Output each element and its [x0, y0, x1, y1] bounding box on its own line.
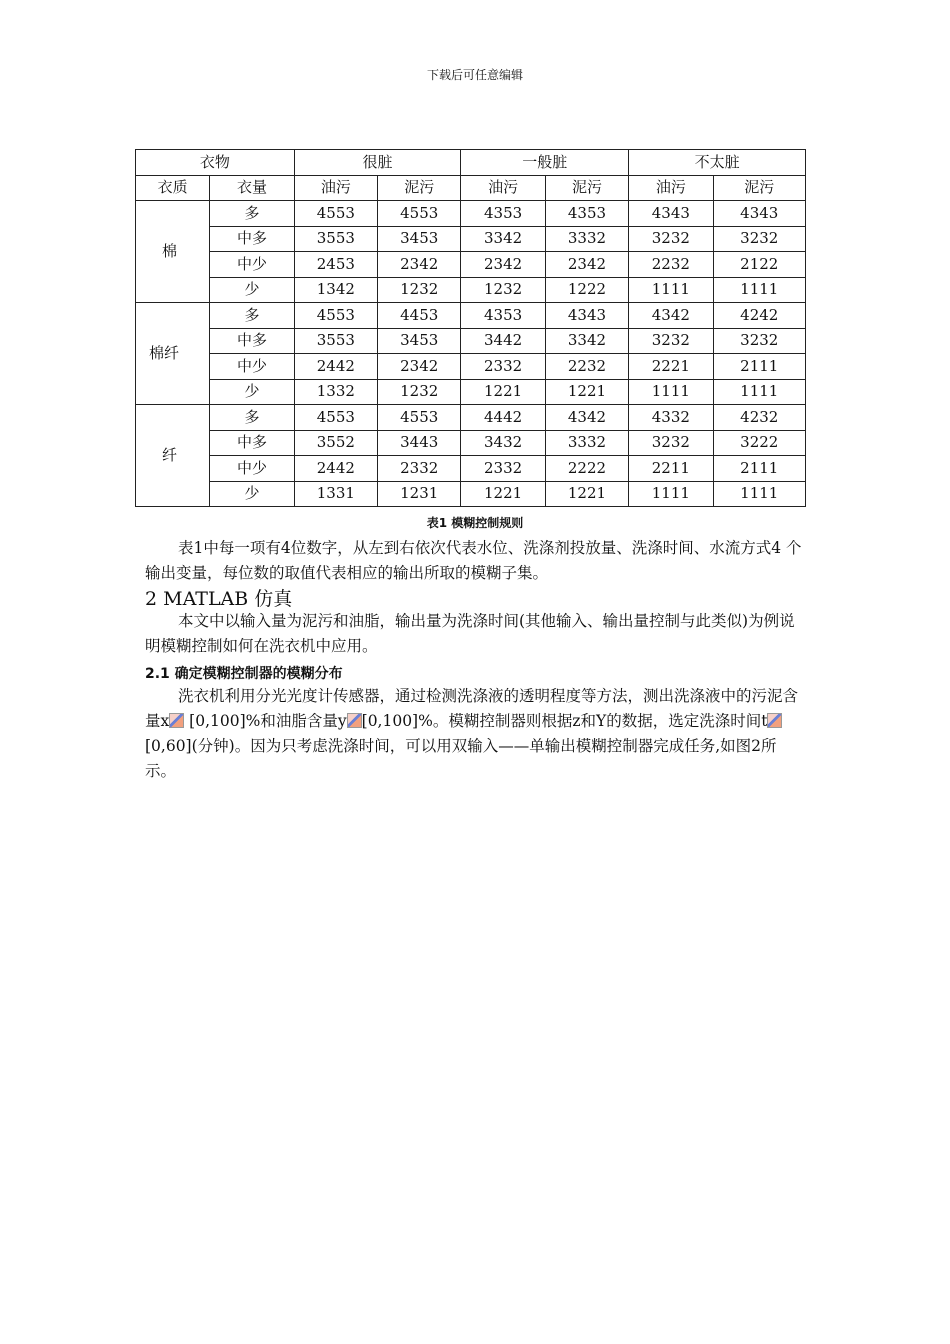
- material-cell: 纤: [136, 405, 210, 507]
- value-cell: 1222: [545, 277, 628, 303]
- value-cell: 1221: [545, 481, 628, 507]
- value-cell: 4343: [713, 201, 805, 227]
- value-cell: 2342: [545, 252, 628, 278]
- value-cell: 4553: [294, 201, 377, 227]
- value-cell: 1111: [713, 481, 805, 507]
- value-cell: 2442: [294, 354, 377, 380]
- value-cell: 4553: [294, 303, 377, 329]
- value-cell: 2222: [545, 456, 628, 482]
- page-header: 下载后可任意编辑: [426, 68, 523, 82]
- subheader-cell: 衣量: [210, 175, 294, 201]
- value-cell: 1331: [294, 481, 377, 507]
- value-cell: 3232: [713, 226, 805, 252]
- subheader-cell: 泥污: [545, 175, 628, 201]
- value-cell: 4553: [378, 405, 461, 431]
- value-cell: 2342: [461, 252, 545, 278]
- paragraph-2: [145, 609, 805, 659]
- value-cell: 1111: [629, 277, 713, 303]
- section-heading-2: 2 MATLAB 仿真: [145, 588, 293, 610]
- table-row: [136, 277, 806, 303]
- p3-part-2: [0,100]%和油脂含量y: [184, 712, 347, 730]
- subheader-cell: 衣质: [136, 175, 210, 201]
- value-cell: 1232: [378, 379, 461, 405]
- table-row: [136, 201, 806, 227]
- value-cell: 4442: [461, 405, 545, 431]
- subheader-cell: 泥污: [713, 175, 805, 201]
- value-cell: 1342: [294, 277, 377, 303]
- value-cell: 4242: [713, 303, 805, 329]
- value-cell: 1232: [378, 277, 461, 303]
- value-cell: 2232: [629, 252, 713, 278]
- value-cell: 1332: [294, 379, 377, 405]
- value-cell: 4332: [629, 405, 713, 431]
- paragraph-3-text: [145, 684, 805, 784]
- value-cell: 2442: [294, 456, 377, 482]
- value-cell: 3232: [713, 328, 805, 354]
- value-cell: 2232: [545, 354, 628, 380]
- value-cell: 2332: [461, 354, 545, 380]
- value-cell: 1231: [378, 481, 461, 507]
- subsection-heading-2-1: 2.1 确定模糊控制器的模糊分布: [145, 666, 343, 682]
- value-cell: 4353: [545, 201, 628, 227]
- value-cell: 2332: [378, 456, 461, 482]
- value-cell: 3443: [378, 430, 461, 456]
- value-cell: 2342: [378, 252, 461, 278]
- paragraph-1-text: 表1中每一项有4位数字，从左到右依次代表水位、洗涤剂投放量、洗涤时间、水流方式4 个输出变量，每位数的取值代表相应的输出所取的模糊子集。: [145, 539, 802, 582]
- table-row: [136, 481, 806, 507]
- value-cell: 1111: [629, 379, 713, 405]
- paragraph-3: [145, 684, 805, 784]
- table-row: [136, 226, 806, 252]
- value-cell: 2211: [629, 456, 713, 482]
- value-cell: 3232: [629, 430, 713, 456]
- element-of-symbol-icon: [169, 713, 184, 728]
- value-cell: 2221: [629, 354, 713, 380]
- table-row: [136, 354, 806, 380]
- value-cell: 3553: [294, 328, 377, 354]
- table-row: [136, 405, 806, 431]
- value-cell: 1221: [461, 379, 545, 405]
- value-cell: 4343: [629, 201, 713, 227]
- fuzzy-rule-table: [135, 149, 806, 507]
- table-row: [136, 328, 806, 354]
- header-clothes: 衣物: [136, 150, 295, 176]
- value-cell: 1221: [461, 481, 545, 507]
- header-slightly-dirty: 不太脏: [629, 150, 806, 176]
- value-cell: 2332: [461, 456, 545, 482]
- amount-cell: 中少: [210, 252, 294, 278]
- value-cell: 4342: [629, 303, 713, 329]
- value-cell: 3222: [713, 430, 805, 456]
- table-row: [136, 303, 806, 329]
- subheader-cell: 油污: [294, 175, 377, 201]
- table-caption: 表1 模糊控制规则: [426, 516, 524, 530]
- material-cell: 棉纤: [136, 303, 210, 405]
- value-cell: 3453: [378, 226, 461, 252]
- value-cell: 4553: [378, 201, 461, 227]
- value-cell: 1111: [713, 379, 805, 405]
- paragraph-1: [145, 536, 805, 586]
- table-subheader-row: [136, 175, 806, 201]
- value-cell: 2342: [378, 354, 461, 380]
- amount-cell: 中多: [210, 226, 294, 252]
- header-very-dirty: 很脏: [294, 150, 461, 176]
- amount-cell: 多: [210, 405, 294, 431]
- value-cell: 1221: [545, 379, 628, 405]
- amount-cell: 中多: [210, 430, 294, 456]
- element-of-symbol-icon: [347, 713, 362, 728]
- value-cell: 3332: [545, 430, 628, 456]
- header-moderately-dirty: 一般脏: [461, 150, 629, 176]
- amount-cell: 少: [210, 277, 294, 303]
- paragraph-2-text: 本文中以输入量为泥污和油脂，输出量为洗涤时间(其他输入、输出量控制与此类似)为例说明模糊控制如何在洗衣机中应用。: [145, 612, 795, 655]
- table-row: [136, 252, 806, 278]
- value-cell: 3552: [294, 430, 377, 456]
- value-cell: 2122: [713, 252, 805, 278]
- amount-cell: 中多: [210, 328, 294, 354]
- subheader-cell: 油污: [461, 175, 545, 201]
- value-cell: 3432: [461, 430, 545, 456]
- value-cell: 4232: [713, 405, 805, 431]
- value-cell: 2453: [294, 252, 377, 278]
- value-cell: 4453: [378, 303, 461, 329]
- value-cell: 2111: [713, 456, 805, 482]
- value-cell: 4353: [461, 303, 545, 329]
- value-cell: 1111: [629, 481, 713, 507]
- table-row: [136, 430, 806, 456]
- value-cell: 4342: [545, 405, 628, 431]
- amount-cell: 少: [210, 379, 294, 405]
- amount-cell: 多: [210, 303, 294, 329]
- value-cell: 3232: [629, 328, 713, 354]
- amount-cell: 中少: [210, 354, 294, 380]
- value-cell: 4353: [461, 201, 545, 227]
- value-cell: 3342: [545, 328, 628, 354]
- subheader-cell: 油污: [629, 175, 713, 201]
- value-cell: 3553: [294, 226, 377, 252]
- p3-part-3: [0,100]%。模糊控制器则根据z和Y的数据，选定洗涤时间t: [361, 712, 768, 730]
- value-cell: 1111: [713, 277, 805, 303]
- value-cell: 3453: [378, 328, 461, 354]
- value-cell: 3442: [461, 328, 545, 354]
- table-row: [136, 379, 806, 405]
- value-cell: 1232: [461, 277, 545, 303]
- amount-cell: 中少: [210, 456, 294, 482]
- material-cell: 棉: [136, 201, 210, 303]
- p3-part-4: [0,60](分钟)。因为只考虑洗涤时间，可以用双输入——单输出模糊控制器完成任务,如图2所示。: [145, 737, 777, 780]
- subheader-cell: 泥污: [378, 175, 461, 201]
- value-cell: 4343: [545, 303, 628, 329]
- value-cell: 4553: [294, 405, 377, 431]
- amount-cell: 多: [210, 201, 294, 227]
- value-cell: 2111: [713, 354, 805, 380]
- value-cell: 3332: [545, 226, 628, 252]
- element-of-symbol-icon: [767, 713, 782, 728]
- amount-cell: 少: [210, 481, 294, 507]
- p3-part-1: 洗衣机利用分光光度计传感器，通过检测洗涤液的透明程度等方法，测出洗涤液中的污泥含量x: [145, 687, 799, 730]
- table-row: [136, 456, 806, 482]
- table-header-row: [136, 150, 806, 176]
- value-cell: 3342: [461, 226, 545, 252]
- value-cell: 3232: [629, 226, 713, 252]
